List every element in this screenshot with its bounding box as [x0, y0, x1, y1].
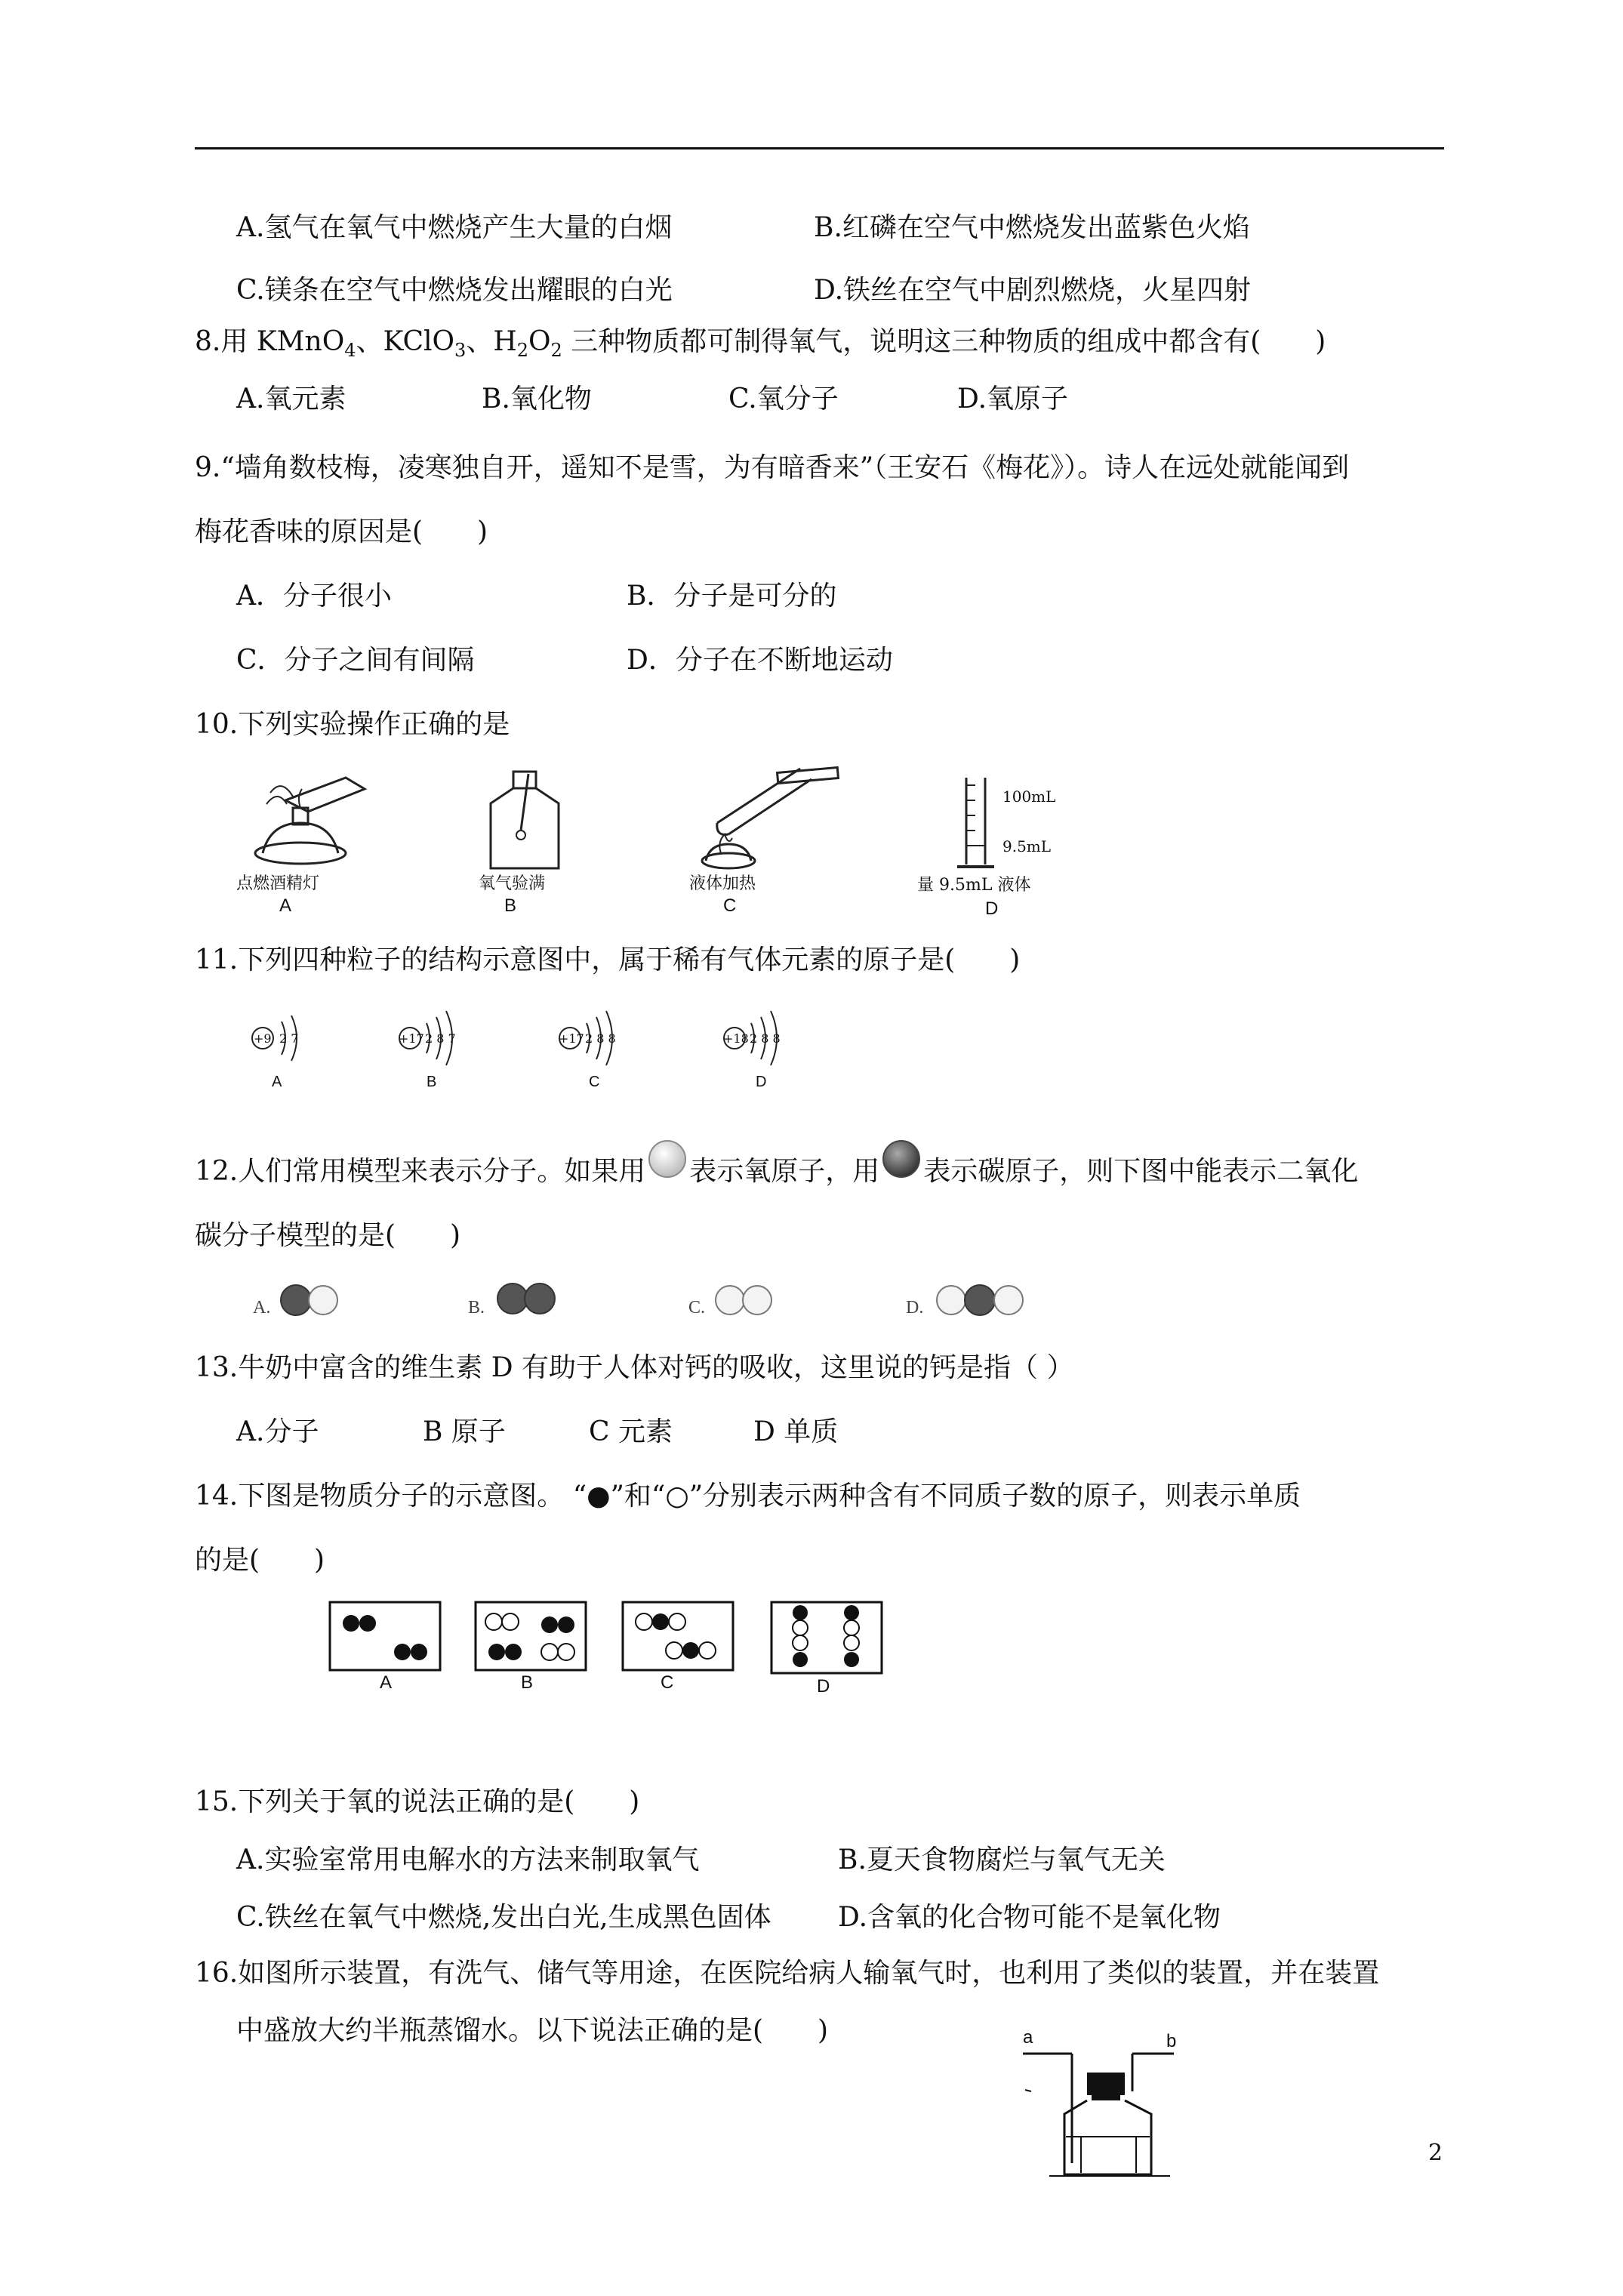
q16-stem-line2: 中盛放大约半瓶蒸馏水。以下说法正确的是( ) — [236, 2015, 829, 2046]
q14-label-b: B — [521, 1672, 534, 1693]
q15-stem: 15.下列关于氧的说法正确的是( ) — [195, 1786, 640, 1817]
molecule-model-b — [494, 1282, 570, 1315]
q16-label-b: b — [1166, 2031, 1177, 2051]
carbon-atom-icon — [879, 1137, 923, 1181]
molecule-model-c — [713, 1284, 781, 1317]
q13-option-b: B 原子 — [423, 1416, 506, 1447]
q9-option-d: D．分子在不断地运动 — [627, 645, 893, 676]
q11-label-c: C — [589, 1074, 600, 1090]
q13-stem: 13.牛奶中富含的维生素 D 有助于人体对钙的吸收，这里说的钙是指（ ） — [195, 1352, 1074, 1383]
q14-stem-line1: 14.下图是物质分子的示意图。 “●”和“○”分别表示两种含有不同质子数的原子，则表示单质 — [195, 1481, 1301, 1512]
q8-option-b: B.氧化物 — [482, 384, 592, 415]
q15-option-c: C.铁丝在氧气中燃烧,发出白光,生成黑色固体 — [236, 1902, 771, 1933]
alcohol-lamp-lighting-icon — [240, 770, 376, 872]
q13-option-c: C 元素 — [589, 1416, 673, 1447]
q12-option-d-label: D. — [906, 1298, 924, 1318]
q8-option-a: A.氧元素 — [236, 384, 346, 415]
q9-option-b: B．分子是可分的 — [627, 581, 837, 612]
q10-label-d: D — [985, 898, 999, 919]
q14-label-a: A — [380, 1672, 393, 1693]
molecule-model-a — [278, 1284, 346, 1317]
q9-option-a: A．分子很小 — [236, 581, 392, 612]
page-number: 2 — [1428, 2140, 1443, 2166]
molecule-model-d — [935, 1284, 1033, 1317]
q13-option-d: D 单质 — [753, 1416, 839, 1447]
q15-option-a: A.实验室常用电解水的方法来制取氧气 — [236, 1845, 700, 1875]
measuring-cylinder-icon — [944, 770, 1072, 872]
atom-shells-b: 2 8 7 — [425, 1031, 456, 1046]
q14-stem-line2: 的是( ) — [195, 1545, 325, 1576]
cylinder-top-label: 100mL — [1002, 787, 1056, 806]
q13-option-a: A.分子 — [236, 1416, 319, 1447]
q9-option-c: C．分子之间有间隔 — [236, 645, 475, 676]
q10-caption-a: 点燃酒精灯 — [236, 874, 320, 893]
molecule-box-d — [770, 1601, 883, 1676]
molecule-box-c — [621, 1601, 735, 1672]
q7-option-d: D.铁丝在空气中剧烈燃烧，火星四射 — [814, 275, 1252, 306]
atom-shells-d: 2 8 8 — [750, 1031, 781, 1046]
header-rule — [195, 147, 1444, 149]
atom-nucleus-a: +9 — [254, 1031, 272, 1046]
q9-stem-line1: 9.“墙角数枝梅，凌寒独自开，遥知不是雪，为有暗香来”（王安石《梅花》）。诗人在远处就能闻到 — [195, 452, 1350, 483]
q12-option-c-label: C. — [688, 1298, 706, 1318]
q14-label-c: C — [661, 1672, 674, 1693]
atom-diagram-a — [248, 1008, 331, 1091]
q12-option-b-label: B. — [468, 1298, 485, 1318]
q15-option-d: D.含氧的化合物可能不是氧化物 — [838, 1902, 1221, 1933]
atom-nucleus-d: +18 — [723, 1031, 749, 1046]
oxygen-atom-icon — [645, 1137, 689, 1181]
atom-diagram-b — [395, 1008, 493, 1091]
q15-option-b: B.夏天食物腐烂与氧气无关 — [838, 1845, 1166, 1875]
q10-stem: 10.下列实验操作正确的是 — [195, 709, 510, 740]
q11-label-b: B — [427, 1074, 437, 1090]
gas-washing-bottle-icon — [1019, 2031, 1200, 2182]
atom-shells-c: 2 8 8 — [585, 1031, 616, 1046]
q11-label-d: D — [756, 1074, 767, 1090]
q12-option-a-label: A. — [253, 1298, 271, 1318]
q10-caption-c: 液体加热 — [689, 874, 756, 893]
molecule-box-b — [474, 1601, 587, 1672]
gas-bottle-test-icon — [483, 770, 566, 872]
atom-nucleus-b: +17 — [399, 1031, 424, 1046]
q10-label-c: C — [723, 895, 737, 916]
q12-stem-line1: 12.人们常用模型来表示分子。如果用 表示氧原子，用 表示碳原子，则下图中能表示二氧化 — [195, 1155, 1358, 1188]
cylinder-mark-label: 9.5mL — [1002, 837, 1052, 855]
q16-stem-line1: 16.如图所示装置，有洗气、储气等用途，在医院给病人输氧气时，也利用了类似的装置，并在装置 — [195, 1958, 1380, 1989]
atom-shells-a: 2 7 — [279, 1031, 299, 1046]
q16-label-a: a — [1023, 2027, 1033, 2048]
q10-label-b: B — [504, 895, 517, 916]
q7-option-a: A.氢气在氧气中燃烧产生大量的白烟 — [236, 212, 673, 243]
q7-option-b: B.红磷在空气中燃烧发出蓝紫色火焰 — [814, 212, 1250, 243]
q10-label-a: A — [279, 895, 292, 916]
q11-stem: 11.下列四种粒子的结构示意图中，属于稀有气体元素的原子是( ) — [195, 945, 1021, 975]
q10-caption-d: 量 9.5mL 液体 — [917, 876, 1031, 895]
q7-option-c: C.镁条在空气中燃烧发出耀眼的白光 — [236, 275, 673, 306]
q12-stem-line2: 碳分子模型的是( ) — [195, 1220, 461, 1251]
atom-nucleus-c: +17 — [559, 1031, 584, 1046]
liquid-heating-icon — [687, 763, 845, 872]
q8-option-d: D.氧原子 — [957, 384, 1069, 415]
q14-label-d: D — [817, 1676, 830, 1697]
q10-caption-b: 氧气验满 — [479, 874, 546, 893]
atom-diagram-d — [719, 1008, 818, 1091]
q8-stem: 8.用 KMnO$_4$、KClO$_3$、$H_2O_2$ 三种物质都可制得氧气，说明这三种物质的组成中都含有( ) — [195, 326, 1326, 362]
q9-stem-line2: 梅花香味的原因是( ) — [195, 516, 488, 547]
q8-option-c: C.氧分子 — [728, 384, 839, 415]
q11-label-a: A — [272, 1074, 282, 1090]
molecule-box-a — [328, 1601, 442, 1672]
atom-diagram-c — [555, 1008, 653, 1091]
